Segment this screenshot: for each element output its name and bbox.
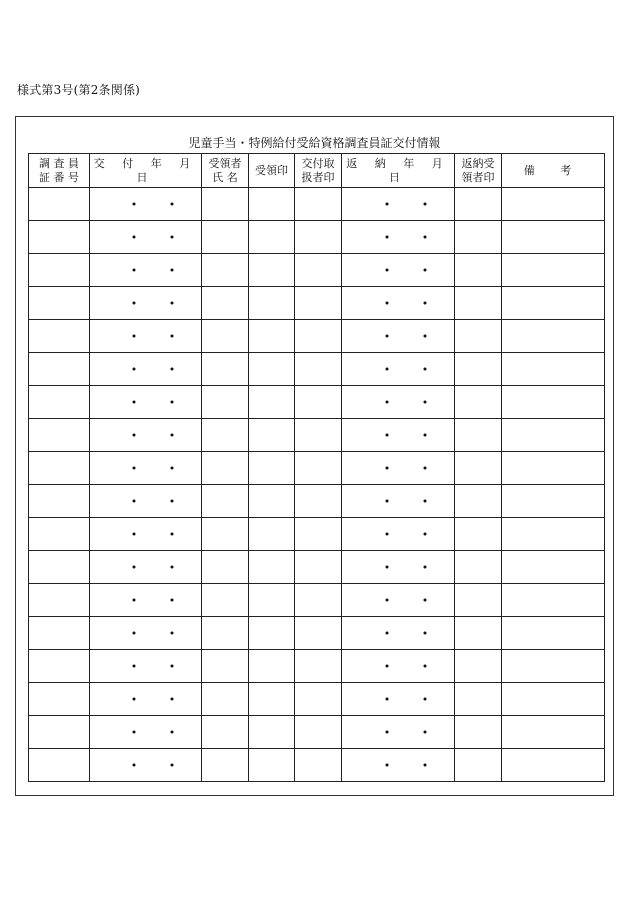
header-return-receiver-seal-line1: 返納受 (461, 156, 495, 170)
date-separator-dot (133, 764, 136, 767)
return-date-cell (342, 452, 455, 485)
date-separator-dot (423, 434, 426, 437)
return-receiver-seal-cell (455, 419, 502, 452)
date-separator-dot (133, 665, 136, 668)
date-separator-dot (385, 599, 388, 602)
table-row (29, 254, 605, 287)
id-number-cell (29, 287, 90, 320)
table-row (29, 650, 605, 683)
issue-date-cell (90, 617, 202, 650)
date-separator-dot (171, 269, 174, 272)
date-separator-dot (423, 467, 426, 470)
return-date-cell (342, 254, 455, 287)
header-recipient-name (202, 154, 249, 188)
return-date-cell (342, 419, 455, 452)
date-separator-dot (133, 698, 136, 701)
date-separator-dot (385, 698, 388, 701)
issuer-seal-cell (295, 683, 342, 716)
date-separator-dot (423, 533, 426, 536)
issuer-seal-cell (295, 320, 342, 353)
id-number-cell (29, 386, 90, 419)
date-separator-dot (133, 269, 136, 272)
return-date-cell (342, 584, 455, 617)
return-date-cell (342, 518, 455, 551)
date-separator-dot (423, 764, 426, 767)
date-separator-dot (385, 566, 388, 569)
recipient-name-cell (202, 353, 249, 386)
issuer-seal-cell (295, 584, 342, 617)
date-separator-dot (385, 434, 388, 437)
id-number-cell (29, 221, 90, 254)
date-separator-dot (423, 665, 426, 668)
date-separator-dot (171, 731, 174, 734)
table-row (29, 518, 605, 551)
return-date-cell (342, 485, 455, 518)
date-separator-dot (133, 434, 136, 437)
recipient-name-cell (202, 650, 249, 683)
remarks-cell (502, 683, 605, 716)
remarks-cell (502, 287, 605, 320)
return-date-cell (342, 716, 455, 749)
remarks-cell (502, 551, 605, 584)
recipient-name-cell (202, 716, 249, 749)
table-row (29, 287, 605, 320)
remarks-cell (502, 320, 605, 353)
date-separator-dot (423, 500, 426, 503)
id-number-cell (29, 650, 90, 683)
remarks-cell (502, 221, 605, 254)
return-receiver-seal-cell (455, 584, 502, 617)
recipient-name-cell (202, 221, 249, 254)
recipient-seal-cell (249, 518, 295, 551)
form-number-label: 様式第3号(第2条関係) (17, 83, 141, 97)
date-separator-dot (133, 401, 136, 404)
issue-date-cell (90, 386, 202, 419)
date-separator-dot (423, 269, 426, 272)
date-separator-dot (133, 236, 136, 239)
issuer-seal-cell (295, 188, 342, 221)
remarks-cell (502, 254, 605, 287)
issue-date-cell (90, 221, 202, 254)
return-date-cell (342, 386, 455, 419)
date-separator-dot (171, 368, 174, 371)
date-separator-dot (423, 236, 426, 239)
date-separator-dot (171, 533, 174, 536)
remarks-cell (502, 353, 605, 386)
recipient-seal-cell (249, 221, 295, 254)
issuer-seal-cell (295, 650, 342, 683)
id-number-cell (29, 617, 90, 650)
recipient-name-cell (202, 419, 249, 452)
date-separator-dot (171, 236, 174, 239)
recipient-seal-cell (249, 650, 295, 683)
recipient-seal-cell (249, 287, 295, 320)
id-number-cell (29, 683, 90, 716)
date-separator-dot (423, 203, 426, 206)
issue-date-cell (90, 320, 202, 353)
recipient-name-cell (202, 551, 249, 584)
issuer-seal-cell (295, 287, 342, 320)
table-row (29, 221, 605, 254)
remarks-cell (502, 188, 605, 221)
header-recipient-name-line1: 受領者 (208, 156, 242, 170)
return-date-cell (342, 650, 455, 683)
id-number-cell (29, 188, 90, 221)
date-separator-dot (171, 599, 174, 602)
id-number-cell (29, 551, 90, 584)
date-separator-dot (423, 599, 426, 602)
table-row (29, 419, 605, 452)
id-number-cell (29, 320, 90, 353)
id-number-cell (29, 254, 90, 287)
return-receiver-seal-cell (455, 683, 502, 716)
id-number-cell (29, 485, 90, 518)
return-receiver-seal-cell (455, 287, 502, 320)
return-date-cell (342, 617, 455, 650)
header-issuer-seal-line1: 交付取 (301, 156, 335, 170)
issuer-seal-cell (295, 452, 342, 485)
return-date-cell (342, 320, 455, 353)
header-return-date: 返 納 年 月 日 (342, 154, 455, 188)
recipient-name-cell (202, 683, 249, 716)
form-frame (15, 116, 614, 796)
header-id-number-line2: 証 番 号 (39, 170, 79, 184)
table-row (29, 485, 605, 518)
remarks-cell (502, 716, 605, 749)
return-date-cell (342, 749, 455, 782)
id-number-cell (29, 419, 90, 452)
header-issue-date: 交 付 年 月 日 (90, 154, 202, 188)
issuer-seal-cell (295, 551, 342, 584)
return-date-cell (342, 551, 455, 584)
header-recipient-name-line2: 氏 名 (212, 170, 238, 184)
recipient-seal-cell (249, 716, 295, 749)
recipient-name-cell (202, 452, 249, 485)
issue-date-cell (90, 518, 202, 551)
date-separator-dot (385, 236, 388, 239)
issue-date-cell (90, 584, 202, 617)
remarks-cell (502, 617, 605, 650)
header-id-number-line1: 調 査 員 (39, 156, 79, 170)
recipient-seal-cell (249, 617, 295, 650)
date-separator-dot (133, 368, 136, 371)
remarks-cell (502, 518, 605, 551)
issue-date-cell (90, 353, 202, 386)
date-separator-dot (133, 731, 136, 734)
date-separator-dot (385, 335, 388, 338)
recipient-name-cell (202, 749, 249, 782)
return-receiver-seal-cell (455, 749, 502, 782)
recipient-name-cell (202, 485, 249, 518)
return-receiver-seal-cell (455, 188, 502, 221)
date-separator-dot (385, 368, 388, 371)
date-separator-dot (171, 764, 174, 767)
date-separator-dot (423, 302, 426, 305)
date-separator-dot (385, 500, 388, 503)
date-separator-dot (171, 632, 174, 635)
return-date-cell (342, 188, 455, 221)
recipient-seal-cell (249, 254, 295, 287)
table-row (29, 320, 605, 353)
table-header-row (29, 154, 605, 188)
return-receiver-seal-cell (455, 353, 502, 386)
recipient-name-cell (202, 584, 249, 617)
recipient-seal-cell (249, 386, 295, 419)
date-separator-dot (423, 335, 426, 338)
recipient-seal-cell (249, 419, 295, 452)
header-id-number (29, 154, 90, 188)
date-separator-dot (171, 698, 174, 701)
recipient-seal-cell (249, 584, 295, 617)
table-row (29, 584, 605, 617)
recipient-seal-cell (249, 320, 295, 353)
date-separator-dot (171, 566, 174, 569)
remarks-cell (502, 386, 605, 419)
issue-date-cell (90, 716, 202, 749)
issuer-seal-cell (295, 518, 342, 551)
date-separator-dot (133, 302, 136, 305)
header-issuer-seal (295, 154, 342, 188)
return-receiver-seal-cell (455, 221, 502, 254)
recipient-seal-cell (249, 485, 295, 518)
return-receiver-seal-cell (455, 452, 502, 485)
issuance-record-table (28, 153, 605, 782)
date-separator-dot (385, 665, 388, 668)
date-separator-dot (385, 302, 388, 305)
issue-date-cell (90, 452, 202, 485)
recipient-name-cell (202, 320, 249, 353)
issue-date-cell (90, 254, 202, 287)
issue-date-cell (90, 287, 202, 320)
id-number-cell (29, 749, 90, 782)
recipient-name-cell (202, 617, 249, 650)
issuer-seal-cell (295, 485, 342, 518)
date-separator-dot (133, 566, 136, 569)
id-number-cell (29, 353, 90, 386)
date-separator-dot (423, 632, 426, 635)
table-row (29, 188, 605, 221)
recipient-name-cell (202, 386, 249, 419)
return-date-cell (342, 353, 455, 386)
issuer-seal-cell (295, 716, 342, 749)
date-separator-dot (171, 665, 174, 668)
id-number-cell (29, 584, 90, 617)
table-row (29, 386, 605, 419)
date-separator-dot (385, 533, 388, 536)
return-receiver-seal-cell (455, 518, 502, 551)
remarks-cell (502, 452, 605, 485)
table-row (29, 452, 605, 485)
return-date-cell (342, 287, 455, 320)
return-receiver-seal-cell (455, 716, 502, 749)
issue-date-cell (90, 188, 202, 221)
recipient-seal-cell (249, 353, 295, 386)
date-separator-dot (423, 698, 426, 701)
issue-date-cell (90, 749, 202, 782)
recipient-seal-cell (249, 452, 295, 485)
date-separator-dot (385, 764, 388, 767)
recipient-name-cell (202, 287, 249, 320)
date-separator-dot (133, 335, 136, 338)
issue-date-cell (90, 419, 202, 452)
date-separator-dot (171, 500, 174, 503)
recipient-name-cell (202, 188, 249, 221)
return-receiver-seal-cell (455, 617, 502, 650)
issuer-seal-cell (295, 254, 342, 287)
date-separator-dot (133, 599, 136, 602)
return-receiver-seal-cell (455, 386, 502, 419)
date-separator-dot (133, 632, 136, 635)
recipient-seal-cell (249, 683, 295, 716)
return-receiver-seal-cell (455, 320, 502, 353)
remarks-cell (502, 485, 605, 518)
date-separator-dot (171, 434, 174, 437)
table-row (29, 749, 605, 782)
table-row (29, 551, 605, 584)
issue-date-cell (90, 683, 202, 716)
date-separator-dot (385, 731, 388, 734)
issue-date-cell (90, 485, 202, 518)
issuer-seal-cell (295, 617, 342, 650)
recipient-name-cell (202, 254, 249, 287)
recipient-seal-cell (249, 188, 295, 221)
date-separator-dot (385, 632, 388, 635)
date-separator-dot (385, 269, 388, 272)
header-issuer-seal-line2: 扱者印 (301, 170, 335, 184)
table-body (29, 188, 605, 782)
header-return-receiver-seal-line2: 領者印 (461, 170, 495, 184)
return-date-cell (342, 221, 455, 254)
date-separator-dot (423, 401, 426, 404)
form-title: 児童手当・特例給付受給資格調査員証交付情報 (188, 136, 441, 150)
issuer-seal-cell (295, 221, 342, 254)
remarks-cell (502, 650, 605, 683)
date-separator-dot (133, 203, 136, 206)
return-receiver-seal-cell (455, 551, 502, 584)
remarks-cell (502, 584, 605, 617)
issuer-seal-cell (295, 419, 342, 452)
date-separator-dot (171, 467, 174, 470)
issuer-seal-cell (295, 386, 342, 419)
return-receiver-seal-cell (455, 650, 502, 683)
return-receiver-seal-cell (455, 485, 502, 518)
date-separator-dot (171, 203, 174, 206)
date-separator-dot (133, 467, 136, 470)
header-return-receiver-seal (455, 154, 502, 188)
table-row (29, 353, 605, 386)
return-date-cell (342, 683, 455, 716)
date-separator-dot (385, 467, 388, 470)
date-separator-dot (171, 335, 174, 338)
date-separator-dot (423, 368, 426, 371)
date-separator-dot (133, 500, 136, 503)
date-separator-dot (385, 401, 388, 404)
date-separator-dot (423, 731, 426, 734)
date-separator-dot (133, 533, 136, 536)
issue-date-cell (90, 551, 202, 584)
return-receiver-seal-cell (455, 254, 502, 287)
date-separator-dot (171, 302, 174, 305)
issuer-seal-cell (295, 749, 342, 782)
date-separator-dot (171, 401, 174, 404)
id-number-cell (29, 452, 90, 485)
table-row (29, 617, 605, 650)
issuer-seal-cell (295, 353, 342, 386)
table-row (29, 683, 605, 716)
date-separator-dot (385, 203, 388, 206)
table-row (29, 716, 605, 749)
date-separator-dot (423, 566, 426, 569)
recipient-seal-cell (249, 551, 295, 584)
recipient-seal-cell (249, 749, 295, 782)
remarks-cell (502, 419, 605, 452)
id-number-cell (29, 716, 90, 749)
header-recipient-seal: 受領印 (249, 154, 295, 188)
recipient-name-cell (202, 518, 249, 551)
id-number-cell (29, 518, 90, 551)
header-remarks: 備 考 (502, 154, 605, 188)
issue-date-cell (90, 650, 202, 683)
remarks-cell (502, 749, 605, 782)
